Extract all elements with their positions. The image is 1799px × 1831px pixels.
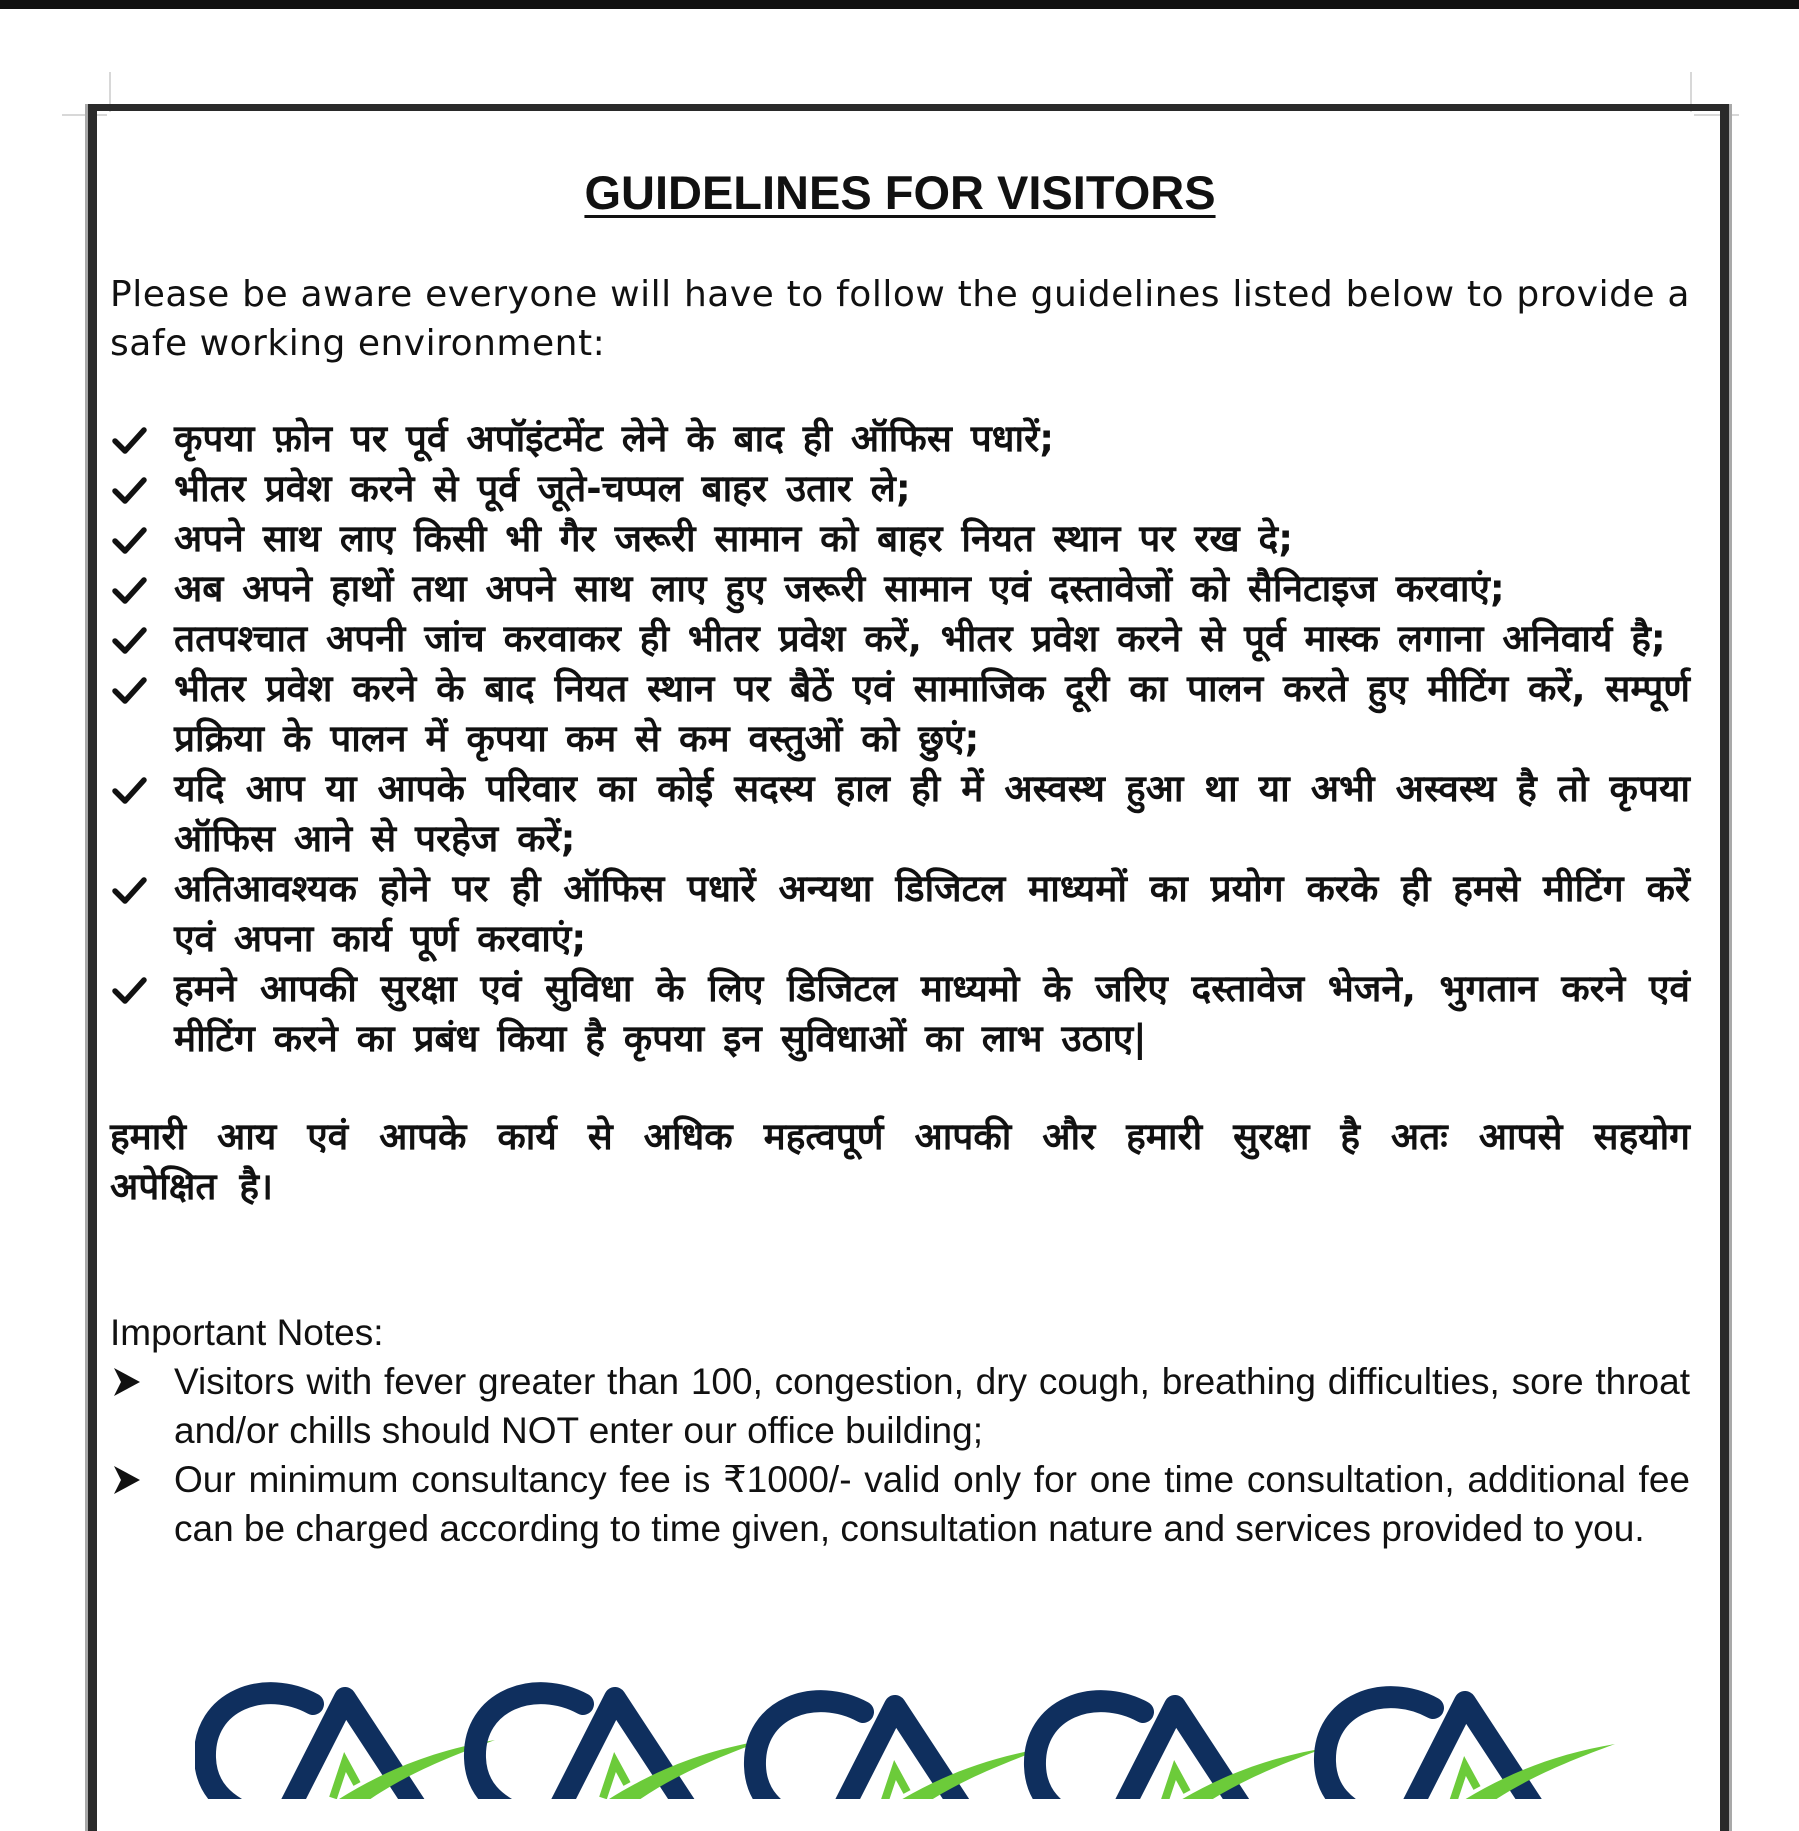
list-item [110,614,1690,664]
check-icon [110,570,150,610]
guideline-text: अतिआवश्यक होने पर ही ऑफिस पधारें अन्यथा डिजिटल माध्यमों का प्रयोग करके ही हमसे मीटिंग करें एवं अपना कार्य पूर्ण करवाएं; [174,867,1690,960]
guideline-text: कृपया फ़ोन पर पूर्व अपॉइंटमेंट लेने के बाद ही ऑफिस पधारें; [174,417,1055,460]
guideline-text: अब अपने हाथों तथा अपने साथ लाए हुए जरूरी सामान एवं दस्तावेजों को सैनिटाइज करवाएं; [174,567,1505,610]
guideline-text: यदि आप या आपके परिवार का कोई सदस्य हाल ही में अस्वस्थ हुआ था या अभी अस्वस्थ है तो कृपया ऑफिस आने से परहेज करें; [174,767,1690,860]
list-item [110,564,1690,614]
ca-logo-row [195,1680,1615,1799]
list-item [110,1357,1690,1455]
check-icon [110,770,150,810]
check-icon [110,470,150,510]
list-item [110,764,1690,864]
check-icon [110,870,150,910]
list-item [110,414,1690,464]
list-item [110,664,1690,764]
arrowhead-icon [112,1464,142,1496]
list-item [110,964,1690,1064]
notes-list [110,1357,1690,1553]
ca-logo [1325,1697,1615,1799]
guideline-text: अपने साथ लाए किसी भी गैर जरूरी सामान को बाहर नियत स्थान पर रख दे; [174,517,1293,560]
check-icon [110,520,150,560]
check-icon [110,420,150,460]
ca-logo [1035,1701,1325,1799]
check-icon [110,970,150,1010]
list-item [110,464,1690,514]
arrowhead-icon [112,1366,142,1398]
guideline-text: हमने आपकी सुरक्षा एवं सुविधा के लिए डिजिटल माध्यमो के जरिए दस्तावेज भेजने, भुगतान करने एवं मीटिंग करने का प्रबंध किया है कृपया इन सुविधाओं का लाभ उठाए| [174,967,1690,1060]
check-icon [110,620,150,660]
notes-heading: Important Notes: [110,1312,384,1353]
note-text: Our minimum consultancy fee is ₹1000/- valid only for one time consultation, additional fee can be charged according to time given, consultation nature and services provided to you. [174,1459,1690,1549]
document-body [110,160,1690,1553]
ca-logo [475,1693,765,1799]
intro-paragraph: Please be aware everyone will have to follow the guidelines listed below to provide a safe working environment: [110,274,1690,364]
guideline-text: भीतर प्रवेश करने से पूर्व जूते-चप्पल बाहर उतार ले; [174,467,911,510]
ca-logo-strip [195,1680,1615,1799]
guidelines-list [110,414,1690,1064]
note-text: Visitors with fever greater than 100, congestion, dry cough, breathing difficulties, sore throat and/or chills should NOT enter our office building; [174,1361,1690,1451]
check-icon [110,670,150,710]
page-title: GUIDELINES FOR VISITORS [584,166,1216,219]
list-item [110,1455,1690,1553]
guideline-text: भीतर प्रवेश करने के बाद नियत स्थान पर बैठें एवं सामाजिक दूरी का पालन करते हुए मीटिंग करें, सम्पूर्ण प्रक्रिया के पालन में कृपया कम से कम वस्तुओं को छुएं; [174,667,1690,760]
guideline-text: ततपश्चात अपनी जांच करवाकर ही भीतर प्रवेश करें, भीतर प्रवेश करने से पूर्व मास्क लगाना अनिवार्य है; [174,617,1666,660]
ca-logo [205,1693,495,1799]
ca-logo [755,1701,1045,1799]
list-item [110,864,1690,964]
list-item [110,514,1690,564]
top-edge-bar [0,0,1799,9]
closing-paragraph: हमारी आय एवं आपके कार्य से अधिक महत्वपूर्ण आपकी और हमारी सुरक्षा है अतः आपसे सहयोग अपेक्षित है। [110,1115,1690,1208]
